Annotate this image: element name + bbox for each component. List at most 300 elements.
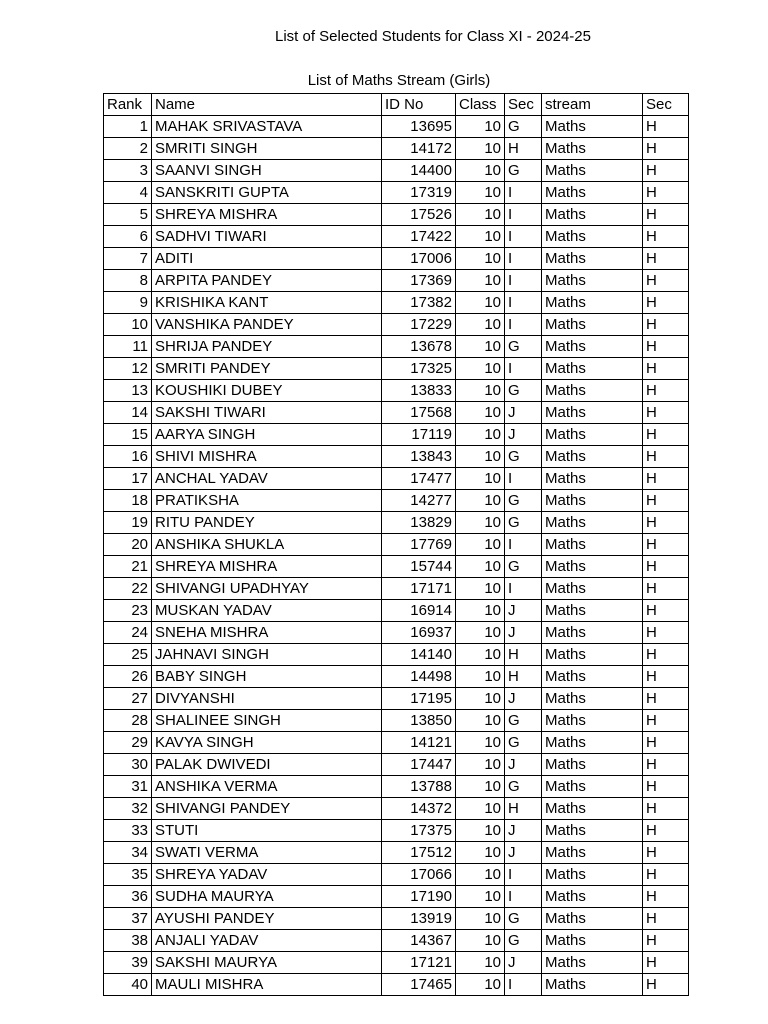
stream-cell: Maths <box>542 446 643 468</box>
name-cell: AYUSHI PANDEY <box>152 908 382 930</box>
id-no-cell: 14140 <box>382 644 456 666</box>
new-sec-cell: H <box>643 688 689 710</box>
stream-cell: Maths <box>542 556 643 578</box>
sec-cell: H <box>505 798 542 820</box>
table-row <box>104 534 689 556</box>
column-header-class: Class <box>456 94 505 116</box>
sec-cell: G <box>505 380 542 402</box>
name-cell: JAHNAVI SINGH <box>152 644 382 666</box>
new-sec-cell: H <box>643 666 689 688</box>
rank-cell: 27 <box>104 688 152 710</box>
new-sec-cell: H <box>643 754 689 776</box>
name-cell: SADHVI TIWARI <box>152 226 382 248</box>
id-no-cell: 13678 <box>382 336 456 358</box>
rank-cell: 33 <box>104 820 152 842</box>
name-cell: ANSHIKA SHUKLA <box>152 534 382 556</box>
id-no-cell: 13833 <box>382 380 456 402</box>
table-row <box>104 314 689 336</box>
new-sec-cell: H <box>643 490 689 512</box>
sec-cell: G <box>505 160 542 182</box>
new-sec-cell: H <box>643 710 689 732</box>
new-sec-cell: H <box>643 578 689 600</box>
class-cell: 10 <box>456 974 505 996</box>
new-sec-cell: H <box>643 820 689 842</box>
new-sec-cell: H <box>643 116 689 138</box>
id-no-cell: 17325 <box>382 358 456 380</box>
new-sec-cell: H <box>643 974 689 996</box>
new-sec-cell: H <box>643 600 689 622</box>
table-row <box>104 842 689 864</box>
id-no-cell: 17512 <box>382 842 456 864</box>
id-no-cell: 13843 <box>382 446 456 468</box>
name-cell: RITU PANDEY <box>152 512 382 534</box>
class-cell: 10 <box>456 952 505 974</box>
table-row <box>104 226 689 248</box>
class-cell: 10 <box>456 380 505 402</box>
table-row <box>104 688 689 710</box>
new-sec-cell: H <box>643 864 689 886</box>
class-cell: 10 <box>456 424 505 446</box>
table-row <box>104 292 689 314</box>
name-cell: SHALINEE SINGH <box>152 710 382 732</box>
table-row <box>104 732 689 754</box>
rank-cell: 32 <box>104 798 152 820</box>
id-no-cell: 17447 <box>382 754 456 776</box>
new-sec-cell: H <box>643 204 689 226</box>
table-row <box>104 710 689 732</box>
table-row <box>104 182 689 204</box>
name-cell: ANSHIKA VERMA <box>152 776 382 798</box>
table-row <box>104 204 689 226</box>
class-cell: 10 <box>456 468 505 490</box>
new-sec-cell: H <box>643 226 689 248</box>
class-cell: 10 <box>456 644 505 666</box>
stream-cell: Maths <box>542 248 643 270</box>
stream-cell: Maths <box>542 798 643 820</box>
rank-cell: 16 <box>104 446 152 468</box>
rank-cell: 14 <box>104 402 152 424</box>
stream-cell: Maths <box>542 270 643 292</box>
class-cell: 10 <box>456 556 505 578</box>
class-cell: 10 <box>456 798 505 820</box>
name-cell: ANJALI YADAV <box>152 930 382 952</box>
class-cell: 10 <box>456 116 505 138</box>
name-cell: SHREYA YADAV <box>152 864 382 886</box>
new-sec-cell: H <box>643 270 689 292</box>
table-row <box>104 248 689 270</box>
column-header-new-sec: Sec <box>643 94 689 116</box>
name-cell: SANSKRITI GUPTA <box>152 182 382 204</box>
table-row <box>104 490 689 512</box>
stream-cell: Maths <box>542 512 643 534</box>
document-title: List of Selected Students for Class XI - 2024-25 <box>274 28 591 45</box>
table-row <box>104 952 689 974</box>
id-no-cell: 14367 <box>382 930 456 952</box>
name-cell: SHIVANGI UPADHYAY <box>152 578 382 600</box>
new-sec-cell: H <box>643 952 689 974</box>
sec-cell: H <box>505 666 542 688</box>
stream-cell: Maths <box>542 754 643 776</box>
class-cell: 10 <box>456 446 505 468</box>
sec-cell: J <box>505 622 542 644</box>
id-no-cell: 17422 <box>382 226 456 248</box>
table-row <box>104 798 689 820</box>
id-no-cell: 13788 <box>382 776 456 798</box>
stream-cell: Maths <box>542 952 643 974</box>
class-cell: 10 <box>456 226 505 248</box>
name-cell: ADITI <box>152 248 382 270</box>
new-sec-cell: H <box>643 380 689 402</box>
sec-cell: J <box>505 688 542 710</box>
sec-cell: G <box>505 556 542 578</box>
table-row <box>104 512 689 534</box>
stream-cell: Maths <box>542 886 643 908</box>
class-cell: 10 <box>456 512 505 534</box>
table-row <box>104 336 689 358</box>
new-sec-cell: H <box>643 842 689 864</box>
name-cell: SAKSHI MAURYA <box>152 952 382 974</box>
id-no-cell: 17769 <box>382 534 456 556</box>
class-cell: 10 <box>456 248 505 270</box>
new-sec-cell: H <box>643 182 689 204</box>
class-cell: 10 <box>456 776 505 798</box>
name-cell: ANCHAL YADAV <box>152 468 382 490</box>
table-row <box>104 160 689 182</box>
new-sec-cell: H <box>643 732 689 754</box>
stream-cell: Maths <box>542 424 643 446</box>
id-no-cell: 17477 <box>382 468 456 490</box>
name-cell: BABY SINGH <box>152 666 382 688</box>
class-cell: 10 <box>456 842 505 864</box>
rank-cell: 3 <box>104 160 152 182</box>
name-cell: SAKSHI TIWARI <box>152 402 382 424</box>
name-cell: MUSKAN YADAV <box>152 600 382 622</box>
table-row <box>104 622 689 644</box>
id-no-cell: 14400 <box>382 160 456 182</box>
rank-cell: 5 <box>104 204 152 226</box>
stream-cell: Maths <box>542 314 643 336</box>
new-sec-cell: H <box>643 358 689 380</box>
stream-cell: Maths <box>542 336 643 358</box>
rank-cell: 15 <box>104 424 152 446</box>
name-cell: SWATI VERMA <box>152 842 382 864</box>
students-table <box>103 93 689 996</box>
stream-cell: Maths <box>542 380 643 402</box>
sec-cell: I <box>505 204 542 226</box>
class-cell: 10 <box>456 402 505 424</box>
sec-cell: I <box>505 182 542 204</box>
name-cell: VANSHIKA PANDEY <box>152 314 382 336</box>
new-sec-cell: H <box>643 930 689 952</box>
rank-cell: 9 <box>104 292 152 314</box>
table-row <box>104 974 689 996</box>
table-header-row <box>104 94 689 116</box>
sec-cell: G <box>505 490 542 512</box>
rank-cell: 21 <box>104 556 152 578</box>
class-cell: 10 <box>456 336 505 358</box>
rank-cell: 40 <box>104 974 152 996</box>
stream-cell: Maths <box>542 974 643 996</box>
name-cell: SHIVI MISHRA <box>152 446 382 468</box>
id-no-cell: 14121 <box>382 732 456 754</box>
sec-cell: I <box>505 578 542 600</box>
class-cell: 10 <box>456 864 505 886</box>
stream-cell: Maths <box>542 490 643 512</box>
new-sec-cell: H <box>643 446 689 468</box>
id-no-cell: 13829 <box>382 512 456 534</box>
rank-cell: 39 <box>104 952 152 974</box>
class-cell: 10 <box>456 930 505 952</box>
table-row <box>104 908 689 930</box>
stream-cell: Maths <box>542 622 643 644</box>
rank-cell: 17 <box>104 468 152 490</box>
rank-cell: 10 <box>104 314 152 336</box>
rank-cell: 13 <box>104 380 152 402</box>
name-cell: DIVYANSHI <box>152 688 382 710</box>
rank-cell: 28 <box>104 710 152 732</box>
id-no-cell: 17382 <box>382 292 456 314</box>
name-cell: SAANVI SINGH <box>152 160 382 182</box>
new-sec-cell: H <box>643 512 689 534</box>
new-sec-cell: H <box>643 534 689 556</box>
rank-cell: 2 <box>104 138 152 160</box>
rank-cell: 36 <box>104 886 152 908</box>
rank-cell: 18 <box>104 490 152 512</box>
sec-cell: J <box>505 842 542 864</box>
sec-cell: J <box>505 952 542 974</box>
sec-cell: H <box>505 644 542 666</box>
sec-cell: G <box>505 710 542 732</box>
class-cell: 10 <box>456 578 505 600</box>
rank-cell: 8 <box>104 270 152 292</box>
table-row <box>104 446 689 468</box>
rank-cell: 6 <box>104 226 152 248</box>
stream-cell: Maths <box>542 930 643 952</box>
stream-cell: Maths <box>542 908 643 930</box>
name-cell: STUTI <box>152 820 382 842</box>
name-cell: AARYA SINGH <box>152 424 382 446</box>
new-sec-cell: H <box>643 622 689 644</box>
rank-cell: 29 <box>104 732 152 754</box>
id-no-cell: 17066 <box>382 864 456 886</box>
stream-cell: Maths <box>542 534 643 556</box>
stream-cell: Maths <box>542 644 643 666</box>
rank-cell: 30 <box>104 754 152 776</box>
name-cell: PRATIKSHA <box>152 490 382 512</box>
name-cell: ARPITA PANDEY <box>152 270 382 292</box>
sec-cell: G <box>505 732 542 754</box>
table-row <box>104 380 689 402</box>
sec-cell: J <box>505 424 542 446</box>
table-row <box>104 468 689 490</box>
rank-cell: 31 <box>104 776 152 798</box>
rank-cell: 22 <box>104 578 152 600</box>
rank-cell: 37 <box>104 908 152 930</box>
id-no-cell: 17119 <box>382 424 456 446</box>
sec-cell: G <box>505 908 542 930</box>
table-row <box>104 138 689 160</box>
stream-cell: Maths <box>542 600 643 622</box>
stream-cell: Maths <box>542 710 643 732</box>
table-row <box>104 754 689 776</box>
sec-cell: I <box>505 468 542 490</box>
new-sec-cell: H <box>643 886 689 908</box>
id-no-cell: 17171 <box>382 578 456 600</box>
id-no-cell: 17229 <box>382 314 456 336</box>
sec-cell: I <box>505 314 542 336</box>
name-cell: SHREYA MISHRA <box>152 204 382 226</box>
class-cell: 10 <box>456 886 505 908</box>
id-no-cell: 16937 <box>382 622 456 644</box>
class-cell: 10 <box>456 622 505 644</box>
class-cell: 10 <box>456 270 505 292</box>
stream-cell: Maths <box>542 578 643 600</box>
sec-cell: J <box>505 402 542 424</box>
table-row <box>104 556 689 578</box>
stream-cell: Maths <box>542 468 643 490</box>
name-cell: SMRITI SINGH <box>152 138 382 160</box>
table-row <box>104 886 689 908</box>
stream-cell: Maths <box>542 402 643 424</box>
sec-cell: G <box>505 116 542 138</box>
id-no-cell: 17190 <box>382 886 456 908</box>
class-cell: 10 <box>456 182 505 204</box>
id-no-cell: 15744 <box>382 556 456 578</box>
column-header-stream: stream <box>542 94 643 116</box>
new-sec-cell: H <box>643 908 689 930</box>
name-cell: SMRITI PANDEY <box>152 358 382 380</box>
stream-cell: Maths <box>542 864 643 886</box>
sec-cell: J <box>505 754 542 776</box>
rank-cell: 38 <box>104 930 152 952</box>
class-cell: 10 <box>456 732 505 754</box>
table-row <box>104 820 689 842</box>
stream-cell: Maths <box>542 776 643 798</box>
class-cell: 10 <box>456 600 505 622</box>
name-cell: KAVYA SINGH <box>152 732 382 754</box>
stream-cell: Maths <box>542 358 643 380</box>
new-sec-cell: H <box>643 556 689 578</box>
name-cell: SNEHA MISHRA <box>152 622 382 644</box>
class-cell: 10 <box>456 314 505 336</box>
id-no-cell: 13850 <box>382 710 456 732</box>
sec-cell: J <box>505 600 542 622</box>
id-no-cell: 17195 <box>382 688 456 710</box>
rank-cell: 35 <box>104 864 152 886</box>
sec-cell: G <box>505 446 542 468</box>
table-subtitle: List of Maths Stream (Girls) <box>307 72 491 89</box>
id-no-cell: 17006 <box>382 248 456 270</box>
class-cell: 10 <box>456 666 505 688</box>
rank-cell: 12 <box>104 358 152 380</box>
rank-cell: 4 <box>104 182 152 204</box>
stream-cell: Maths <box>542 666 643 688</box>
table-row <box>104 424 689 446</box>
sec-cell: I <box>505 226 542 248</box>
sec-cell: G <box>505 930 542 952</box>
sec-cell: I <box>505 358 542 380</box>
id-no-cell: 17319 <box>382 182 456 204</box>
new-sec-cell: H <box>643 798 689 820</box>
class-cell: 10 <box>456 160 505 182</box>
sec-cell: I <box>505 886 542 908</box>
name-cell: SHREYA MISHRA <box>152 556 382 578</box>
name-cell: SHRIJA PANDEY <box>152 336 382 358</box>
new-sec-cell: H <box>643 160 689 182</box>
sec-cell: I <box>505 270 542 292</box>
new-sec-cell: H <box>643 402 689 424</box>
id-no-cell: 17369 <box>382 270 456 292</box>
id-no-cell: 14172 <box>382 138 456 160</box>
sec-cell: G <box>505 776 542 798</box>
table-row <box>104 358 689 380</box>
table-row <box>104 776 689 798</box>
class-cell: 10 <box>456 138 505 160</box>
stream-cell: Maths <box>542 182 643 204</box>
sec-cell: J <box>505 820 542 842</box>
sec-cell: I <box>505 534 542 556</box>
new-sec-cell: H <box>643 248 689 270</box>
rank-cell: 25 <box>104 644 152 666</box>
column-header-id-no: ID No <box>382 94 456 116</box>
id-no-cell: 13919 <box>382 908 456 930</box>
id-no-cell: 17465 <box>382 974 456 996</box>
table-row <box>104 116 689 138</box>
class-cell: 10 <box>456 358 505 380</box>
new-sec-cell: H <box>643 314 689 336</box>
table-row <box>104 930 689 952</box>
stream-cell: Maths <box>542 732 643 754</box>
new-sec-cell: H <box>643 138 689 160</box>
name-cell: SHIVANGI PANDEY <box>152 798 382 820</box>
rank-cell: 1 <box>104 116 152 138</box>
name-cell: MAHAK SRIVASTAVA <box>152 116 382 138</box>
stream-cell: Maths <box>542 138 643 160</box>
id-no-cell: 13695 <box>382 116 456 138</box>
stream-cell: Maths <box>542 820 643 842</box>
name-cell: SUDHA MAURYA <box>152 886 382 908</box>
new-sec-cell: H <box>643 292 689 314</box>
new-sec-cell: H <box>643 644 689 666</box>
id-no-cell: 17121 <box>382 952 456 974</box>
id-no-cell: 14498 <box>382 666 456 688</box>
id-no-cell: 17568 <box>382 402 456 424</box>
name-cell: KRISHIKA KANT <box>152 292 382 314</box>
rank-cell: 7 <box>104 248 152 270</box>
id-no-cell: 16914 <box>382 600 456 622</box>
table-row <box>104 578 689 600</box>
sec-cell: I <box>505 248 542 270</box>
column-header-sec: Sec <box>505 94 542 116</box>
id-no-cell: 14372 <box>382 798 456 820</box>
new-sec-cell: H <box>643 336 689 358</box>
name-cell: MAULI MISHRA <box>152 974 382 996</box>
new-sec-cell: H <box>643 424 689 446</box>
table-row <box>104 666 689 688</box>
new-sec-cell: H <box>643 776 689 798</box>
stream-cell: Maths <box>542 842 643 864</box>
stream-cell: Maths <box>542 116 643 138</box>
table-row <box>104 600 689 622</box>
class-cell: 10 <box>456 754 505 776</box>
sec-cell: I <box>505 974 542 996</box>
sec-cell: G <box>505 336 542 358</box>
stream-cell: Maths <box>542 292 643 314</box>
rank-cell: 11 <box>104 336 152 358</box>
class-cell: 10 <box>456 534 505 556</box>
stream-cell: Maths <box>542 688 643 710</box>
name-cell: PALAK DWIVEDI <box>152 754 382 776</box>
